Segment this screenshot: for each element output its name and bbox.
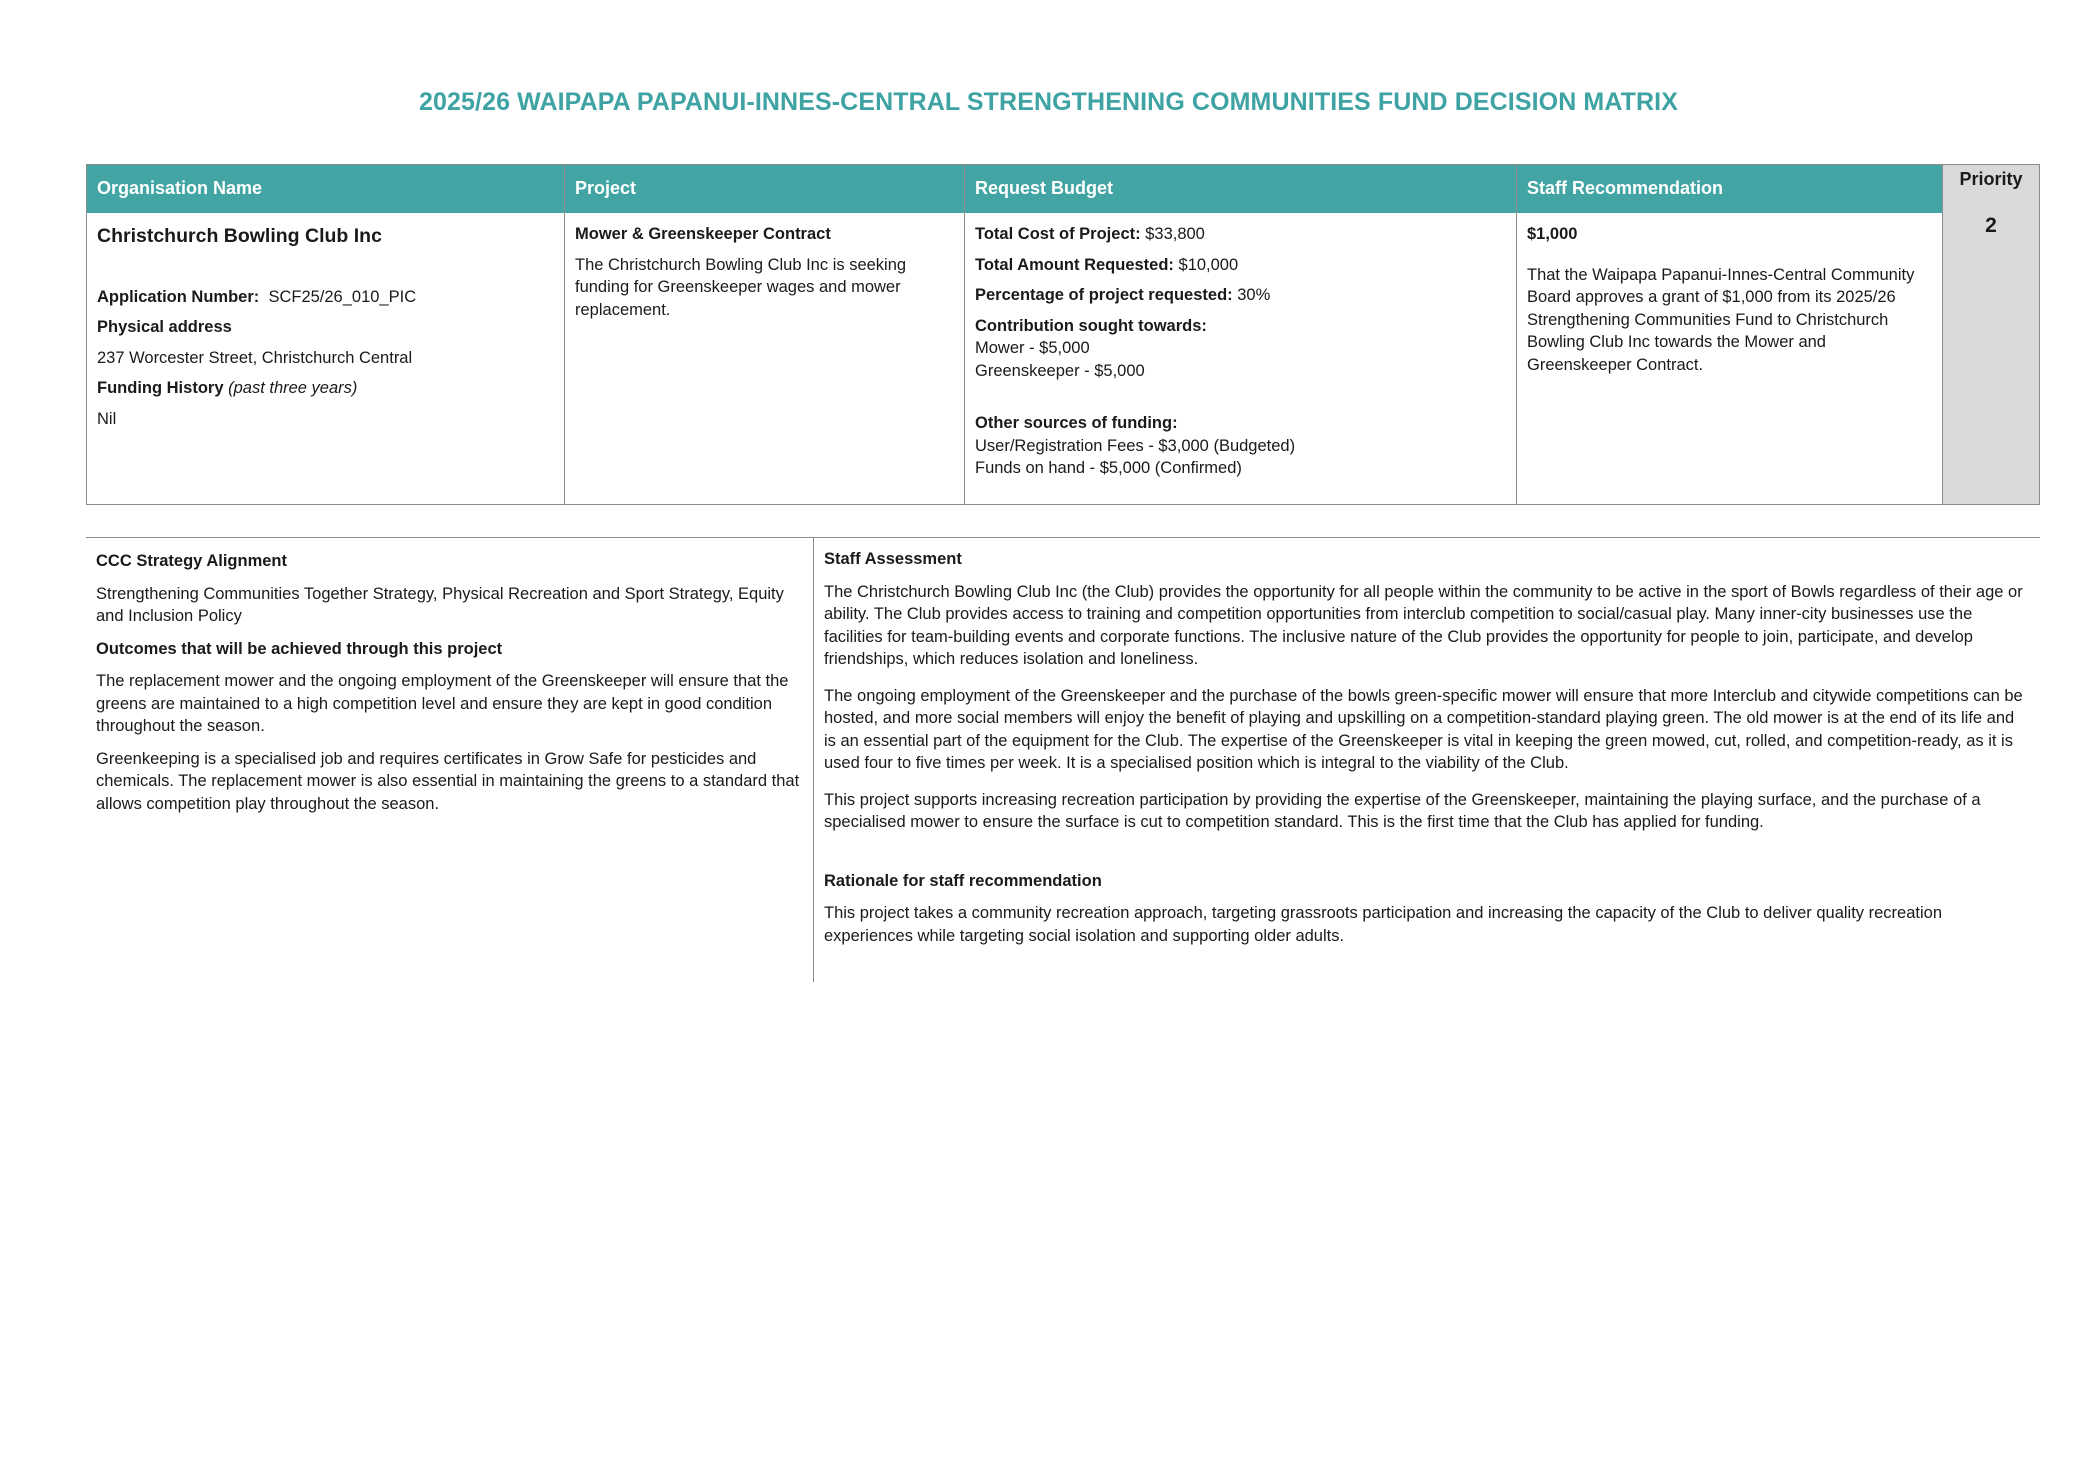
total-cost-line — [975, 223, 1506, 246]
header-request-budget: Request Budget — [965, 165, 1517, 213]
application-number-label: Application Number: — [97, 287, 260, 306]
application-number-line — [97, 286, 554, 309]
funding-history-line — [97, 377, 554, 400]
decision-matrix-table — [86, 164, 2040, 505]
project-cell — [565, 213, 965, 504]
funding-history-value: Nil — [97, 409, 117, 428]
header-organisation-name: Organisation Name — [87, 165, 565, 213]
strategy-heading: CCC Strategy Alignment — [96, 552, 287, 570]
physical-address-label: Physical address — [97, 318, 232, 336]
assessment-section — [86, 537, 2040, 982]
assessment-paragraph: The Christchurch Bowling Club Inc (the Club) provides the opportunity for all people within the community to be active in the sport of Bowls regardless of their age or ability. The Club provides access to training and competition opportunities from interclub competition to social/casual play. Many inner-city businesses use the facilities for team-building events and corporate functions. The inclusive nature of the Club provides the opportunity for people to join, participate, and develop friendships, which reduces isolation and loneliness. — [824, 582, 2023, 668]
outcomes-heading: Outcomes that will be achieved through this project — [96, 639, 503, 658]
assessment-paragraph: This project supports increasing recreation participation by providing the expertise of the Greenskeeper, maintaining the playing surface, and the purchase of a specialised mower to ensure the surface is cut to competition standard. This is the first time that the Club has applied for funding. — [824, 790, 1981, 831]
funding-history-label: Funding History — [97, 379, 224, 397]
percentage-label: Percentage of project requested: — [975, 286, 1233, 304]
other-sources-label: Other sources of funding: — [975, 414, 1178, 432]
recommendation-cell — [1517, 213, 1943, 504]
application-number: SCF25/26_010_PIC — [268, 287, 417, 306]
contribution-item: Mower - $5,000 — [975, 339, 1090, 357]
other-source-item: Funds on hand - $5,000 (Confirmed) — [975, 459, 1242, 477]
recommendation-text: That the Waipapa Papanui-Innes-Central Community Board approves a grant of $1,000 from its 2025/26 Strengthening Communities Fund to Christchurch Bowling Club Inc towards the Mower and Greenskeeper Contract. — [1527, 265, 1915, 374]
priority-value: 2 — [1985, 214, 1997, 237]
header-project: Project — [565, 165, 965, 213]
percentage-line — [975, 284, 1506, 307]
total-cost-value: $33,800 — [1145, 225, 1205, 243]
page-title: 2025/26 WAIPAPA PAPANUI-INNES-CENTRAL STRENGTHENING COMMUNITIES FUND DECISION MATRIX — [419, 88, 1678, 116]
header-priority: Priority — [1959, 169, 2023, 189]
project-description: The Christchurch Bowling Club Inc is seeking funding for Greenskeeper wages and mower replacement. — [575, 255, 907, 319]
percentage-value: 30% — [1237, 286, 1271, 304]
strategy-text: Strengthening Communities Together Strategy, Physical Recreation and Sport Strategy, Equity and Inclusion Policy — [96, 584, 784, 625]
physical-address: 237 Worcester Street, Christchurch Central — [97, 348, 413, 367]
staff-assessment-column — [813, 538, 2040, 982]
total-cost-label: Total Cost of Project: — [975, 225, 1141, 243]
budget-cell — [965, 213, 1517, 504]
assessment-paragraph: The ongoing employment of the Greenskeeper and the purchase of the bowls green-specific mower will ensure that more Interclub and citywide competitions can be hosted, and more social members will enjoy the benefit of playing and upskilling on a competition-standard playing green. The old mower is at the end of its life and is an essential part of the equipment for the Club. The expertise of the Greenskeeper is vital in keeping the green mowed, cut, rolled, and competition-ready, as it is used four to five times per week. It is a specialised position which is integral to the viability of the Club. — [824, 686, 2023, 772]
funding-history-note: (past three years) — [228, 379, 358, 397]
staff-assessment-heading: Staff Assessment — [824, 550, 962, 568]
rationale-text: This project takes a community recreation approach, targeting grassroots participation and increasing the capacity of the Club to deliver quality recreation experiences while targeting social isolation and supporting older adults. — [824, 904, 1943, 945]
recommendation-amount: $1,000 — [1527, 225, 1578, 243]
contribution-item: Greenskeeper - $5,000 — [975, 361, 1145, 380]
organisation-name: Christchurch Bowling Club Inc — [97, 225, 382, 247]
strategy-column — [86, 538, 813, 982]
header-staff-recommendation: Staff Recommendation — [1517, 165, 1943, 213]
other-source-item: User/Registration Fees - $3,000 (Budgeted) — [975, 436, 1296, 455]
organisation-cell — [87, 213, 565, 504]
amount-requested-line — [975, 254, 1506, 277]
contribution-label: Contribution sought towards: — [975, 316, 1207, 335]
amount-requested-label: Total Amount Requested: — [975, 255, 1174, 274]
priority-column — [1943, 165, 2039, 504]
amount-requested-value: $10,000 — [1178, 255, 1239, 274]
rationale-heading: Rationale for staff recommendation — [824, 871, 1102, 890]
project-name: Mower & Greenskeeper Contract — [575, 225, 831, 243]
outcome-paragraph: Greenkeeping is a specialised job and requires certificates in Grow Safe for pesticides and chemicals. The replacement mower is also essential in maintaining the greens to a standard that allows competition play throughout the season. — [96, 749, 800, 813]
outcome-paragraph: The replacement mower and the ongoing employment of the Greenskeeper will ensure that the greens are maintained to a high competition level and ensure they are kept in good condition throughout the season. — [96, 672, 789, 735]
